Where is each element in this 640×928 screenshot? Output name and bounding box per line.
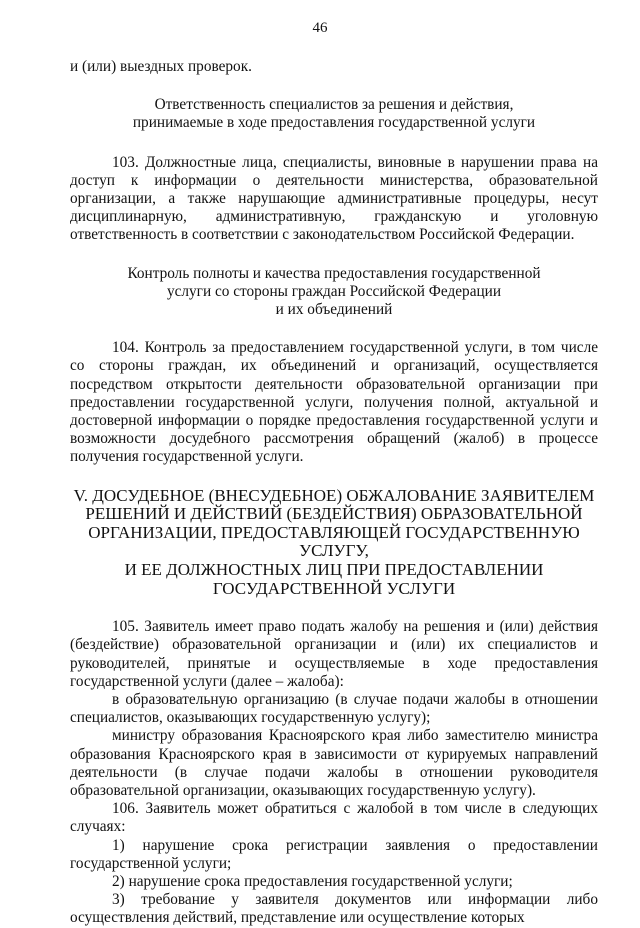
heading-control [70, 265, 598, 320]
section-v-title [70, 487, 598, 599]
continuation-text: и (или) выездных проверок. [70, 58, 252, 75]
section-title-line: ОРГАНИЗАЦИИ, ПРЕДОСТАВЛЯЮЩЕЙ ГОСУДАРСТВЕННУЮ УСЛУГУ, [88, 522, 580, 561]
section-title-line: И ЕЕ ДОЛЖНОСТНЫХ ЛИЦ ПРИ ПРЕДОСТАВЛЕНИИ [124, 560, 544, 580]
paragraph-104: 104. Контроль за предоставлением государственной услуги, в том числе со стороны граждан, их объединений и организаций, осуществляется посредством открытости деятельности образовательной организации при предоставлении государственной услуги, получения полной, актуальной и достоверной информации о порядке предоставления государственной услуги и возможности досудебного рассмотрения обращений (жалоб) в процессе получения государственной услуги. [70, 339, 598, 466]
paragraph-103: 103. Должностные лица, специалисты, виновные в нарушении права на доступ к информации о деятельности министерства, образовательной организации, а также нарушающие административные процедуры, несут дисциплинарную, административную, гражданскую и уголовную ответственность в соответствии с законодательством Российской Федерации. [70, 153, 598, 244]
page-content [70, 58, 598, 928]
paragraph-106: 106. Заявитель может обратиться с жалобой в том числе в следующих случаях: [70, 800, 598, 836]
list-item-1: 1) нарушение срока регистрации заявления о предоставлении государственной услуги; [70, 836, 598, 872]
heading-line: услуги со стороны граждан Российской Федерации [166, 282, 502, 300]
list-item-2: 2) нарушение срока предоставления государственной услуги; [112, 873, 513, 891]
list-item-3: 3) требование у заявителя документов или информации либо осуществления действий, представление или осуществление которых [70, 891, 598, 927]
heading-line: и их объединений [275, 301, 393, 319]
page-number: 46 [312, 20, 328, 36]
heading-line: Ответственность специалистов за решения и действия, [154, 96, 514, 114]
section-title-line: ГОСУДАРСТВЕННОЙ УСЛУГИ [212, 578, 456, 598]
paragraph-105-option-a: в образовательную организацию (в случае подачи жалобы в отношении специалистов, оказывающих государственную услугу); [70, 691, 598, 727]
paragraph-105-option-b: министру образования Красноярского края либо заместителю министра образования Красноярского края в зависимости от курируемых направлений деятельности (в случае подачи жалобы в отношении руководителя образовательной организации, оказывающих государственную услугу). [70, 727, 598, 800]
section-title-line: РЕШЕНИЙ И ДЕЙСТВИЙ (БЕЗДЕЙСТВИЯ) ОБРАЗОВАТЕЛЬНОЙ [85, 504, 583, 524]
heading-responsibility [70, 96, 598, 132]
heading-line: Контроль полноты и качества предоставления государственной [127, 264, 541, 282]
section-title-line: V. ДОСУДЕБНОЕ (ВНЕСУДЕБНОЕ) ОБЖАЛОВАНИЕ ЗАЯВИТЕЛЕМ [73, 485, 595, 505]
heading-line: принимаемые в ходе предоставления государственной услуги [132, 114, 536, 132]
paragraph-105: 105. Заявитель имеет право подать жалобу на решения и (или) действия (бездействие) образовательной организации и (или) их специалистов и руководителей, принятые и осуществляемые в ходе предоставления государственной услуги (далее – жалоба): [70, 618, 598, 690]
